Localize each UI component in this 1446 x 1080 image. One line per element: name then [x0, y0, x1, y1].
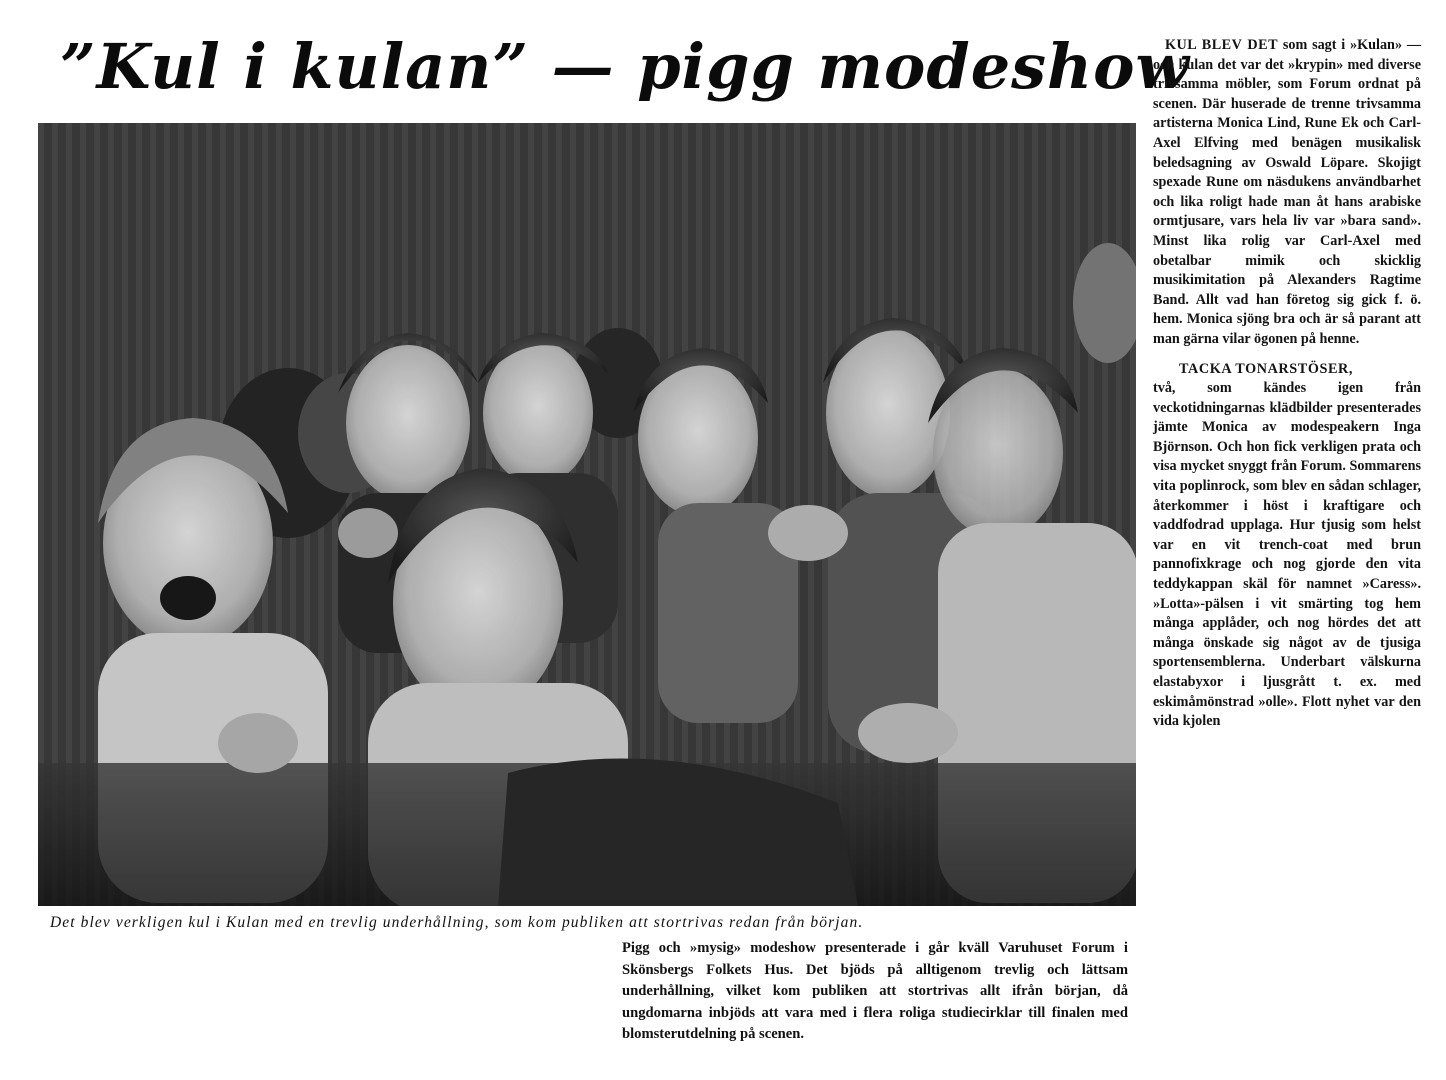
body-subhead: TACKA TONARSTÖSER, [1179, 360, 1354, 377]
audience-photo-illustration [38, 123, 1136, 906]
headline: ”Kul i kulan” — pigg modeshow [60, 30, 1190, 103]
body-lead-in: KUL BLEV DET [1165, 37, 1279, 53]
body-paragraph-1 [1153, 36, 1421, 350]
paragraph-gap [1153, 350, 1421, 360]
body-paragraph-1-text: som sagt i »Kulan» — och kulan det var det »krypin» med diverse trivsamma möbler, som Forum ordnat på scenen. Där huserade de trenne trivsamma artisterna Monica Lind, Rune Ek och Carl-Axel Elfving med benägen musikalisk beledsagning av Oswald Löpare. Skojigt spexade Rune om näsdukens användbarhet och lika roligt hade man åt hans arabiske ormtjusare, vars hela liv var »bara sand». Minst lika rolig var Carl-Axel med obetalbar mimik och skicklig musikimitation på Alexanders Ragtime Band. Allt vad han företog sig gick f. ö. hem. Monica sjöng bra och är så parant att man gärna vilar ögonen på henne. [1153, 37, 1422, 347]
audience-photo [38, 123, 1136, 906]
body-column [1153, 36, 1421, 732]
lede-paragraph: Pigg och »mysig» modeshow presenterade i går kväll Varuhuset Forum i Skönsbergs Folkets Hus. Det bjöds på alltigenom trevlig och lättsam underhållning, vilket kom publiken att stortrivas allt ifrån början, då ungdomarna inbjöds att vara med i flera roliga studiecirklar till finalen med blomsterutdelning på scenen. [622, 940, 1128, 1043]
body-paragraph-2: två, som kändes igen från veckotidningarnas klädbilder presenterades jämte Monica av modespeakern Inga Björnson. Och hon fick verkligen prata och visa mycket snyggt från Forum. Sommarens vita poplinrock, som blev en sådan schlager, återkommer i höst i kraftigare och vaddfodrad upplaga. Hur tjusig som helst var en vit trench-coat med brun pannofixkrage och nog gjorde den vita teddykappan skäl för namnet »Caress». »Lotta»-pälsen i vit smärting tog hem många applåder, och nog hördes det att många önskade sig något av de tjusiga sportensemblerna. Underbart välskurna elastabyxor i ljusgrått t. ex. med eskimåmönstrad »olle». Flott nyhet var den vida kjolen [1153, 380, 1421, 730]
photo-caption: Det blev verkligen kul i Kulan med en trevlig underhållning, som kom publiken att stortrivas redan från början. [50, 914, 864, 931]
